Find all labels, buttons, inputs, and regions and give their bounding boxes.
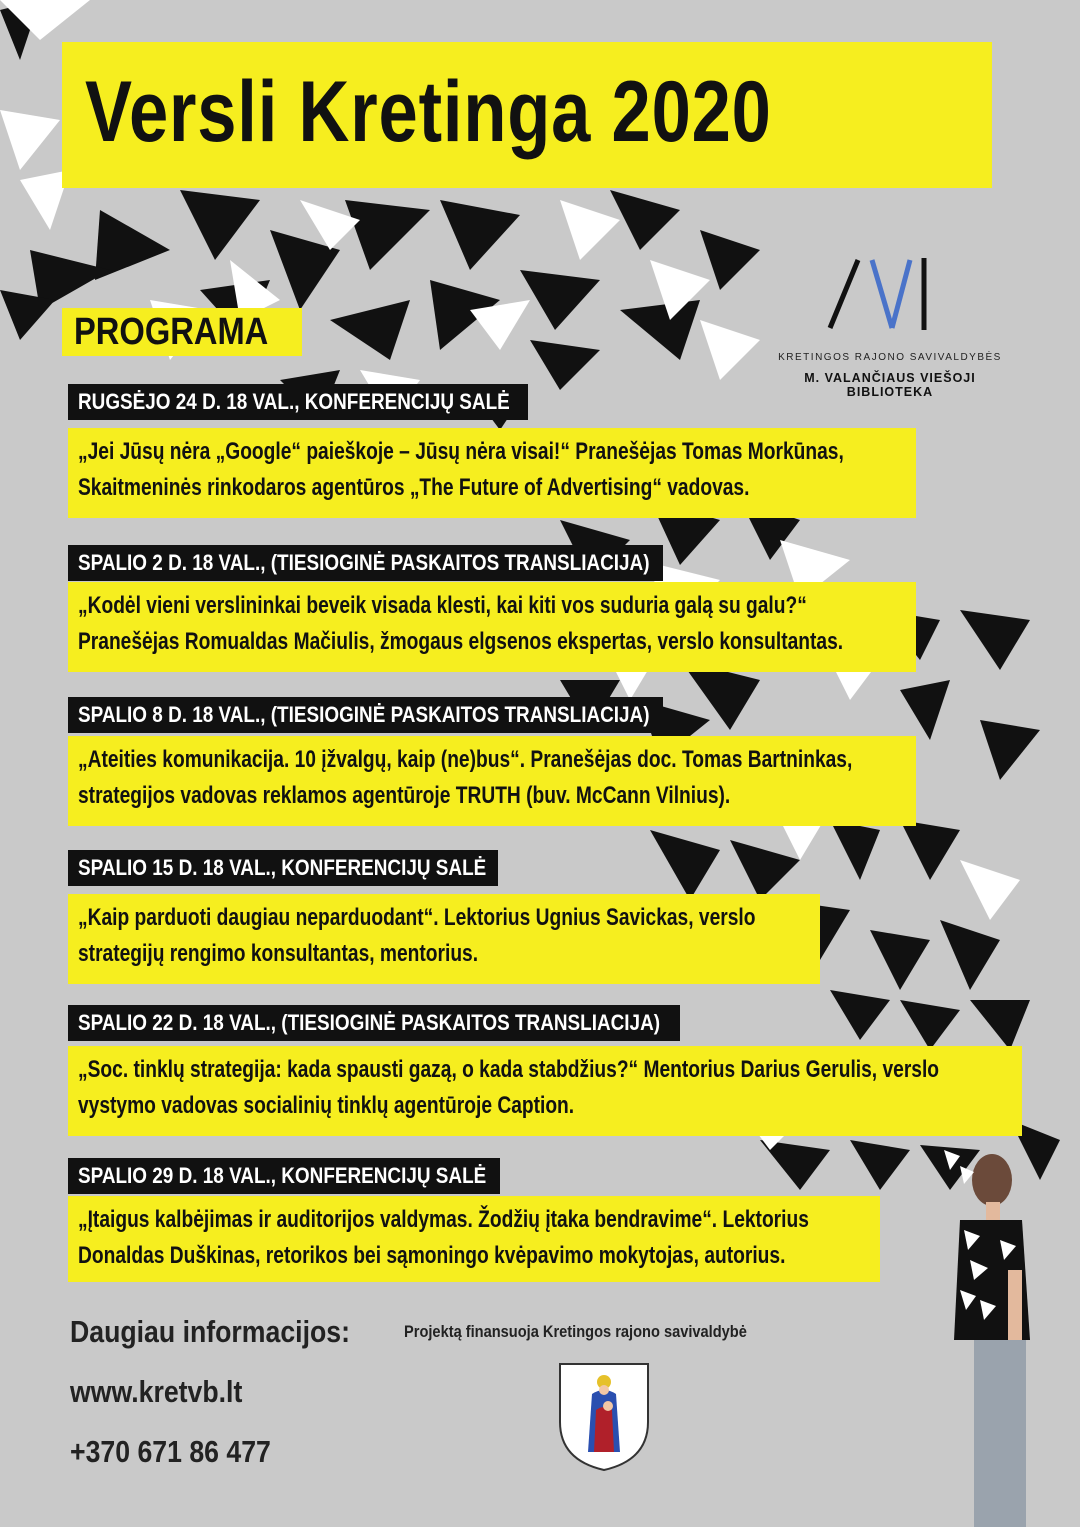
event-description-line: „Kodėl vieni verslininkai beveik visada klesti, kai kiti vos suduria galą su galu?“ <box>78 592 807 619</box>
event-description-line: Skaitmeninės rinkodaros agentūros „The Future of Advertising“ vadovas. <box>78 474 750 501</box>
funding-note: Projektą finansuoja Kretingos rajono savivaldybė <box>404 1322 747 1341</box>
event-description-line: Donaldas Duškinas, retorikos bei sąmoningo kvėpavimo mokytojas, autorius. <box>78 1242 786 1269</box>
section-title: PROGRAMA <box>74 311 269 353</box>
event-description-line: vystymo vadovas socialinių tinklų agentūroje Caption. <box>78 1092 575 1119</box>
logo-name: M. VALANČIAUS VIEŠOJI BIBLIOTEKA <box>804 371 976 399</box>
event-description <box>68 1196 880 1282</box>
poster-title: Versli Kretinga 2020 <box>85 64 772 160</box>
logo-subtitle: KRETINGOS RAJONO SAVIVALDYBĖS <box>778 352 1002 363</box>
event-description <box>68 1046 1022 1136</box>
event-date-bar <box>68 850 498 886</box>
event-description-line: strategijos vadovas reklamos agentūroje TRUTH (buv. McCann Vilnius). <box>78 782 731 809</box>
event-description <box>68 894 820 984</box>
event-description-line: „Ateities komunikacija. 10 įžvalgų, kaip (ne)bus“. Pranešėjas doc. Tomas Bartninkas, <box>78 746 853 773</box>
event-date-bar <box>68 1158 500 1194</box>
event-date: SPALIO 8 D. 18 VAL., (TIESIOGINĖ PASKAITOS TRANSLIACIJA) <box>78 702 650 727</box>
event-description-line: Pranešėjas Romualdas Mačiulis, žmogaus elgsenos ekspertas, verslo konsultantas. <box>78 628 844 655</box>
event-description-line: „Įtaigus kalbėjimas ir auditorijos valdymas. Žodžių įtaka bendravime“. Lektorius <box>78 1206 809 1233</box>
phone-number[interactable]: +370 671 86 477 <box>70 1434 271 1469</box>
event-description-line: strategijų rengimo konsultantas, mentorius. <box>78 940 479 967</box>
event-description <box>68 582 916 672</box>
website-link[interactable]: www.kretvb.lt <box>70 1374 243 1409</box>
event-date: SPALIO 29 D. 18 VAL., KONFERENCIJŲ SALĖ <box>78 1163 487 1188</box>
woman-figure-image <box>930 1150 1040 1527</box>
event-date-bar <box>68 697 663 733</box>
event-date: SPALIO 2 D. 18 VAL., (TIESIOGINĖ PASKAITOS TRANSLIACIJA) <box>78 550 650 575</box>
more-info-label: Daugiau informacijos: <box>70 1314 350 1349</box>
event-date: SPALIO 15 D. 18 VAL., KONFERENCIJŲ SALĖ <box>78 855 487 880</box>
event-description-line: „Kaip parduoti daugiau neparduodant“. Lektorius Ugnius Savickas, verslo <box>78 904 756 931</box>
event-date: SPALIO 22 D. 18 VAL., (TIESIOGINĖ PASKAITOS TRANSLIACIJA) <box>78 1010 661 1035</box>
coat-of-arms-icon <box>556 1360 652 1472</box>
event-description-line: „Soc. tinklų strategija: kada spausti gazą, o kada stabdžius?“ Mentorius Darius Gerulis, verslo <box>78 1056 940 1083</box>
library-logo-icon <box>820 248 940 338</box>
event-description <box>68 736 916 826</box>
event-date: RUGSĖJO 24 D. 18 VAL., KONFERENCIJŲ SALĖ <box>78 389 510 414</box>
event-description-line: „Jei Jūsų nėra „Google“ paieškoje – Jūsų nėra visai!“ Pranešėjas Tomas Morkūnas, <box>78 438 844 465</box>
event-description <box>68 428 916 518</box>
event-date-bar <box>68 1005 680 1041</box>
event-date-bar <box>68 545 663 581</box>
event-date-bar <box>68 384 528 420</box>
